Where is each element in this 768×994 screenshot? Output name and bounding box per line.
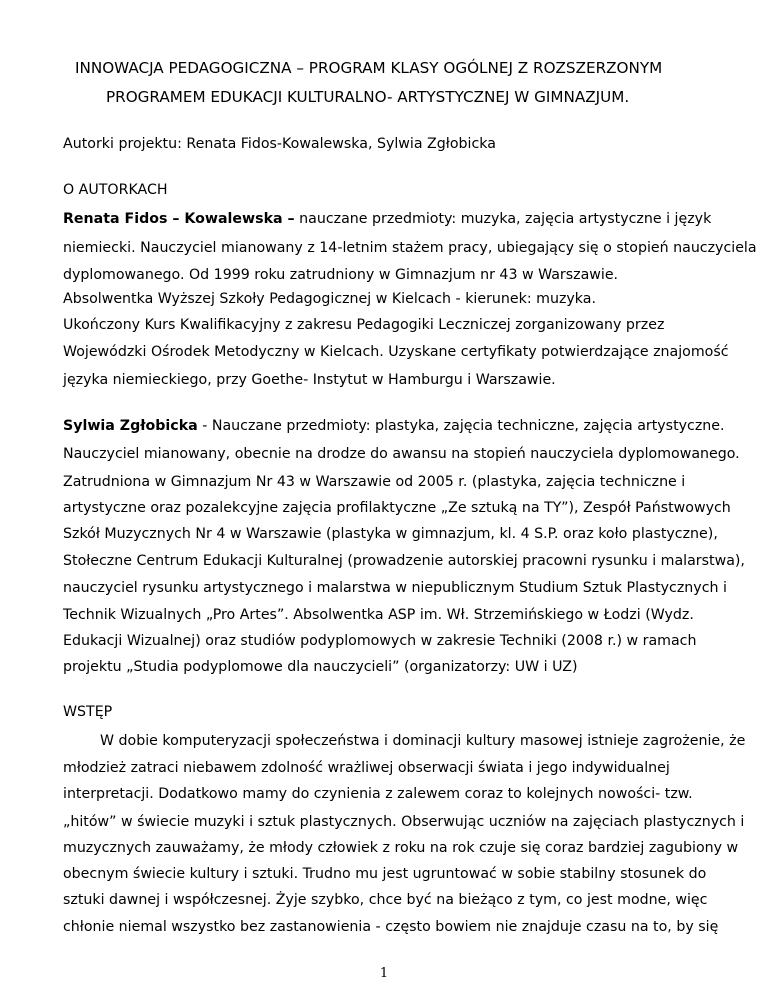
intro-line: muzycznych zauważamy, że młody człowiek z roku na rok czuje się coraz bardziej zagubiony w — [63, 840, 739, 856]
intro-line: obecnym świecie kultury i sztuki. Trudno mu jest ugruntować w sobie stabilny stosunek do — [63, 866, 707, 882]
sylwia-line: artystyczne oraz pozalekcyjne zajęcia profilaktyczne „Ze sztuką na TY”), Zespół Państwowych — [63, 500, 731, 516]
intro-line: W dobie komputeryzacji społeczeństwa i dominacji kultury masowej istnieje zagrożenie, że — [100, 733, 746, 749]
sylwia-line: projektu „Studia podyplomowe dla nauczycieli” (organizatorzy: UW i UZ) — [63, 659, 578, 675]
sylwia-line: Edukacji Wizualnej) oraz studiów podyplomowych w zakresie Techniki (2008 r.) w ramach — [63, 633, 697, 649]
title-line-1: INNOWACJA PEDAGOGICZNA – PROGRAM KLASY OGÓLNEJ Z ROZSZERZONYM — [75, 59, 663, 77]
renata-line: dyplomowanego. Od 1999 roku zatrudniony w Gimnazjum nr 43 w Warszawie. — [63, 267, 619, 283]
sylwia-line: Technik Wizualnych „Pro Artes”. Absolwentka ASP im. Wł. Strzemińskiego w Łodzi (Wydz. — [63, 607, 694, 623]
intro-line: chłonie niemal wszystko bez zastanowienia - często bowiem nie znajduje czasu na to, by się — [63, 919, 719, 935]
title-line-2: PROGRAMEM EDUKACJI KULTURALNO- ARTYSTYCZNEJ W GIMNAZJUM. — [106, 88, 630, 106]
sylwia-line: Zatrudniona w Gimnazjum Nr 43 w Warszawie od 2005 r. (plastyka, zajęcia techniczne i — [63, 474, 686, 490]
sylwia-line: Szkół Muzycznych Nr 4 w Warszawie (plastyka w gimnazjum, kl. 4 S.P. oraz koło plastyczne), — [63, 526, 718, 542]
intro-line: „hitów” w świecie muzyki i sztuk plastycznych. Obserwując uczniów na zajęciach plastycznych i — [63, 814, 745, 830]
renata-line: języka niemieckiego, przy Goethe- Instytut w Hamburgu i Warszawie. — [63, 372, 556, 388]
renata-line: Absolwentka Wyższej Szkoły Pedagogicznej w Kielcach - kierunek: muzyka. — [63, 291, 596, 307]
sylwia-line: nauczyciel rysunku artystycznego i malarstwa w niepublicznym Studium Sztuk Plastycznych i — [63, 580, 727, 596]
renata-text: nauczane przedmioty: muzyka, zajęcia artystyczne i język — [294, 211, 712, 227]
authors-line: Autorki projektu: Renata Fidos-Kowalewska, Sylwia Zgłobicka — [63, 136, 496, 152]
sylwia-text: - Nauczane przedmioty: plastyka, zajęcia techniczne, zajęcia artystyczne. — [197, 418, 725, 434]
page-number: 1 — [379, 966, 389, 981]
section-heading-intro: WSTĘP — [63, 704, 113, 720]
sylwia-line: Stołeczne Centrum Edukacji Kulturalnej (prowadzenie autorskiej pracowni rysunku i malarstwa), — [63, 553, 745, 569]
renata-name: Renata Fidos – Kowalewska – — [63, 211, 295, 227]
intro-line: interpretacji. Dodatkowo mamy do czynienia z zalewem coraz to kolejnych nowości- tzw. — [63, 786, 693, 802]
sylwia-line: Nauczyciel mianowany, obecnie na drodze do awansu na stopień nauczyciela dyplomowanego. — [63, 446, 740, 462]
sylwia-first-line — [63, 416, 725, 436]
intro-line: sztuki dawnej i współczesnej. Żyje szybko, chce być na bieżąco z tym, co jest modne, więc — [63, 892, 708, 908]
renata-first-line — [63, 209, 711, 229]
renata-line: niemiecki. Nauczyciel mianowany z 14-letnim stażem pracy, ubiegający się o stopień nauczyciela — [63, 240, 757, 256]
sylwia-name: Sylwia Zgłobicka — [63, 418, 198, 434]
renata-line: Ukończony Kurs Kwalifikacyjny z zakresu Pedagogiki Leczniczej zorganizowany przez — [63, 317, 665, 333]
intro-line: młodzież zatraci niebawem zdolność wrażliwej obserwacji świata i jego indywidualnej — [63, 760, 670, 776]
renata-line: Wojewódzki Ośrodek Metodyczny w Kielcach. Uzyskane certyfikaty potwierdzające znajomość — [63, 344, 729, 360]
section-heading-about: O AUTORKACH — [63, 182, 168, 198]
